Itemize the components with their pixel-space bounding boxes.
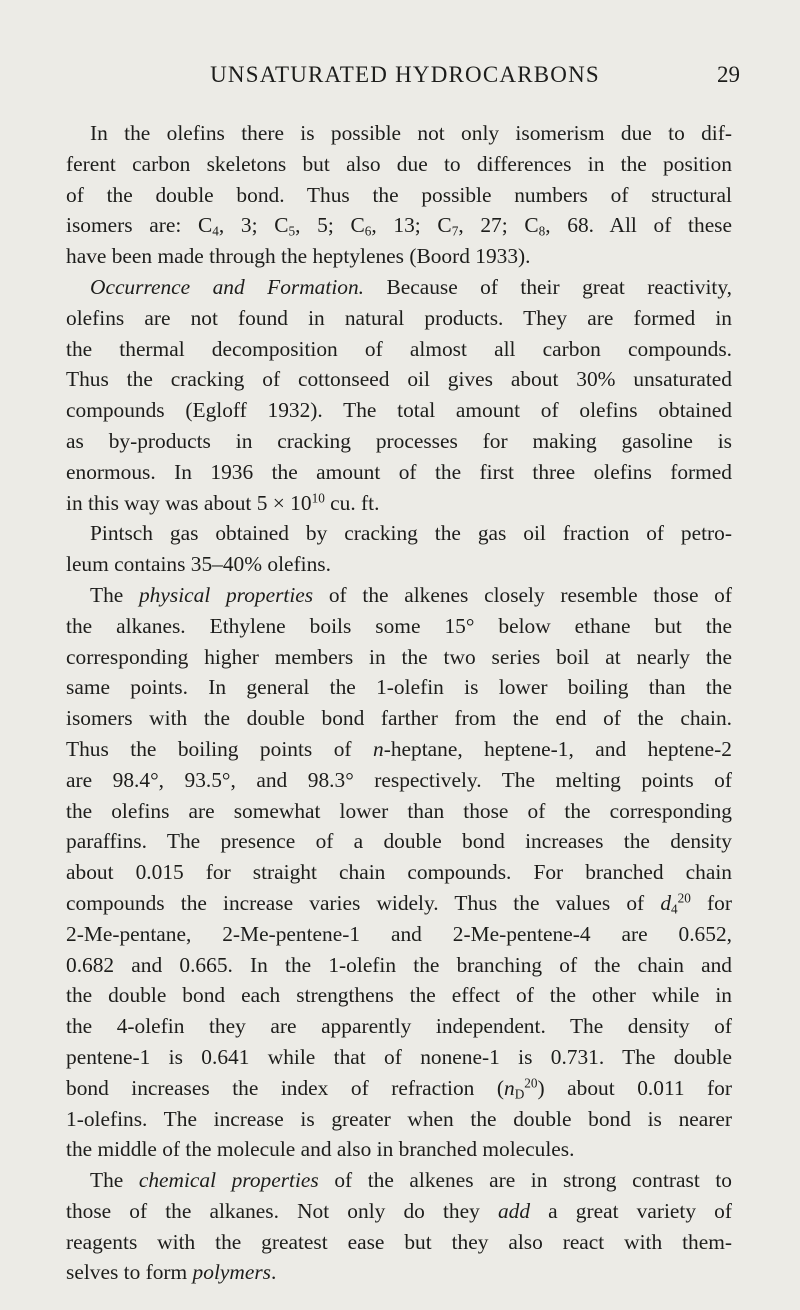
text-line: the olefins are somewhat lower than those of the corresponding [66,798,732,823]
section-heading: Occurrence and Formation. [90,274,364,299]
running-head: UNSATURATED HYDROCARBONS [210,62,600,87]
text-line: enormous. In 1936 the amount of the first three olefins formed [66,459,732,484]
text-line: the 4-olefin they are apparently independent. The density of [66,1014,732,1039]
page-number: 29 [717,62,740,87]
text-line: of the double bond. Thus the possible numbers of structural [66,182,732,207]
paragraph-isomerism [66,118,732,272]
paragraph-occurrence [66,272,732,518]
text-line: in this way was about $5 \times 10^{10}$ cu. ft. [66,490,380,515]
text-line: ferent carbon skeletons but also due to differences in the position [66,151,732,176]
text-line: the thermal decomposition of almost all carbon compounds. [66,336,732,361]
text-line: The physical properties of the alkenes closely resemble those of [90,582,732,607]
text-line: 1-olefins. The increase is greater when the double bond is nearer [66,1106,732,1131]
text-line: the double bond each strengthens the effect of the other while in [66,983,732,1008]
text-line: Occurrence and Formation. Because of their great reactivity, [90,274,732,299]
text-line: have been made through the heptylenes (Boord 1933). [66,244,531,269]
text-line: compounds (Egloff 1932). The total amount of olefins obtained [66,398,732,423]
text-line: the middle of the molecule and also in branched molecules. [66,1137,575,1162]
paragraph-pintsch-gas [66,518,732,580]
text-line: Thus the cracking of cottonseed oil gives about 30% unsaturated [66,367,732,392]
text-line: pentene-1 is 0.641 while that of nonene-1 is 0.731. The double [66,1044,732,1069]
text-line: isomers are: $C_4$, 3; $C_5$, 5; $C_6$, 13; $C_7$, 27; $C_8$, 68. All of these [66,213,733,239]
text-line: selves to form polymers. [66,1260,277,1285]
paragraph-physical-properties [66,580,732,1165]
page-header [70,62,740,98]
text-line: Thus the boiling points of n-heptane, heptene-1, and heptene-2 [66,736,732,761]
text-line: are 98.4°, 93.5°, and 98.3° respectively. The melting points of [66,767,732,792]
text-line: reagents with the greatest ease but they also react with them- [66,1229,732,1254]
text-line: as by-products in cracking processes for making gasoline is [66,428,732,453]
text-line: In the olefins there is possible not only isomerism due to dif- [90,121,732,145]
text-line: olefins are not found in natural products. They are formed in [66,305,732,330]
text-line: those of the alkanes. Not only do they add a great variety of [66,1198,732,1223]
text-line: The chemical properties of the alkenes are in strong contrast to [90,1168,732,1193]
text-line: leum contains 35–40% olefins. [66,552,331,577]
text-line: compounds the increase varies widely. Thus the values of $d_4^{20}$ for [66,890,732,917]
text-line: 0.682 and 0.665. In the 1-olefin the branching of the chain and [66,952,732,977]
text-line: 2-Me-pentane, 2-Me-pentene-1 and 2-Me-pentene-4 are 0.652, [66,921,732,946]
paragraph-chemical-properties [66,1165,732,1288]
text-line: Pintsch gas obtained by cracking the gas oil fraction of petro- [90,521,732,546]
text-line: paraffins. The presence of a double bond increases the density [66,829,732,854]
text-line: about 0.015 for straight chain compounds. For branched chain [66,860,732,885]
text-line: same points. In general the 1-olefin is lower boiling than the [66,675,732,700]
text-line: corresponding higher members in the two series boil at nearly the [66,644,732,669]
text-line: the alkanes. Ethylene boils some 15° below ethane but the [66,613,732,638]
body-text [66,118,732,1288]
text-line: bond increases the index of refraction $(n_D^{20})$ about 0.011 for [66,1075,733,1102]
text-line: isomers with the double bond farther from the end of the chain. [66,706,732,731]
